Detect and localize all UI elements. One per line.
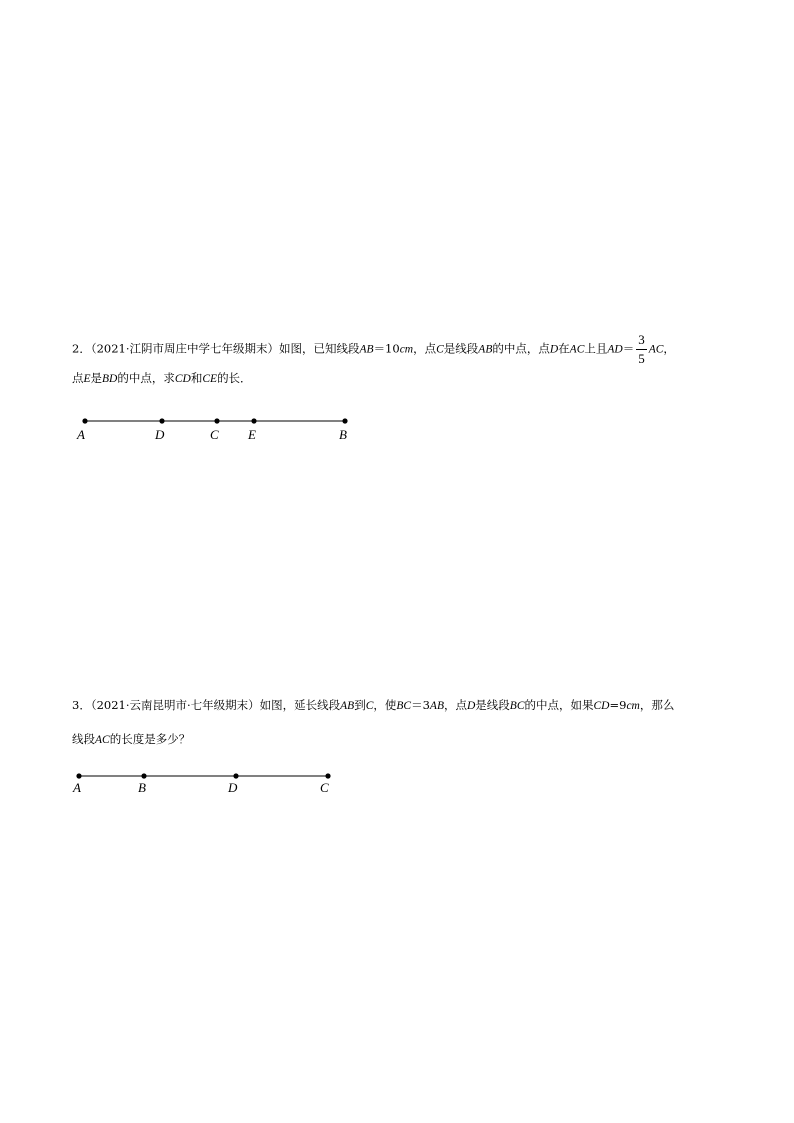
point-b bbox=[141, 773, 146, 778]
problem2-text: ， bbox=[663, 341, 675, 356]
problem2-number: 2． bbox=[72, 341, 91, 356]
label-a: A bbox=[77, 427, 85, 442]
problem3-text: 的长度是多少？ bbox=[109, 732, 191, 746]
math-var: BC bbox=[509, 700, 525, 712]
problem2-text: 的中点，点 bbox=[492, 341, 550, 356]
problem2-text: 和 bbox=[190, 371, 203, 385]
problem3-line2 bbox=[72, 731, 190, 748]
label-b: B bbox=[339, 427, 347, 442]
point-a bbox=[76, 773, 81, 778]
point-e bbox=[251, 418, 256, 423]
problem2-text: 如图，已知线段 bbox=[279, 341, 360, 356]
problem3-source: （2021·云南昆明市·七年级期末） bbox=[90, 698, 260, 712]
math-var: AD bbox=[607, 343, 623, 356]
point-c bbox=[325, 773, 330, 778]
label-d: D bbox=[228, 780, 238, 795]
problem3-text: ，使 bbox=[373, 698, 397, 712]
math-var: E bbox=[83, 373, 91, 385]
math-var: AB bbox=[340, 700, 355, 712]
point-c bbox=[214, 418, 219, 423]
math-eq: ＝ bbox=[622, 341, 635, 356]
math-var: AB bbox=[359, 343, 374, 356]
math-var: C bbox=[365, 700, 374, 712]
problem3-text: 到 bbox=[354, 698, 366, 712]
problem2-text: 上且 bbox=[584, 341, 608, 356]
math-var: D bbox=[549, 343, 559, 356]
problem3-text: 是线段 bbox=[475, 698, 510, 712]
label-d: D bbox=[155, 427, 165, 442]
label-e: E bbox=[248, 427, 256, 442]
math-var: AC bbox=[569, 343, 585, 356]
label-a: A bbox=[73, 780, 81, 795]
math-var: AC bbox=[95, 734, 110, 746]
math-eq: =9 bbox=[609, 698, 627, 712]
problem3-line1 bbox=[72, 697, 674, 714]
math-var: CD bbox=[593, 700, 610, 712]
problem3-text: 的中点，如果 bbox=[524, 698, 594, 712]
label-c: C bbox=[320, 780, 329, 795]
problem3-figure bbox=[72, 773, 331, 795]
math-unit: cm bbox=[626, 700, 640, 712]
problem2-text: ，点 bbox=[413, 341, 437, 356]
math-unit: cm bbox=[399, 343, 414, 356]
math-var: AB bbox=[429, 700, 444, 712]
problem2-text: 的中点，求 bbox=[117, 371, 175, 385]
math-var: AC bbox=[648, 343, 664, 356]
problem2-text: 是 bbox=[90, 371, 103, 385]
problem2-text: 点 bbox=[72, 371, 84, 385]
problem2-figure bbox=[76, 418, 348, 442]
problem3-text: 线段 bbox=[72, 732, 95, 746]
point-d bbox=[159, 418, 164, 423]
problem3-text: ，点 bbox=[443, 698, 467, 712]
math-var: CD bbox=[174, 373, 191, 385]
math-var: BD bbox=[102, 373, 118, 385]
label-b: B bbox=[138, 780, 146, 795]
label-c: C bbox=[210, 427, 219, 442]
problem2-text: 在 bbox=[558, 341, 570, 356]
point-a bbox=[82, 418, 87, 423]
fraction-denominator: 5 bbox=[638, 351, 645, 366]
math-var: BC bbox=[396, 700, 412, 712]
problem2-source: （2021·江阴市周庄中学七年级期末） bbox=[90, 341, 279, 356]
point-d bbox=[233, 773, 238, 778]
problem3-number: 3． bbox=[72, 698, 91, 712]
math-eq: ＝3 bbox=[411, 698, 430, 712]
fraction-numerator: 3 bbox=[638, 332, 645, 347]
math-var: C bbox=[436, 343, 444, 356]
problem3-text: ，那么 bbox=[639, 698, 675, 712]
math-var: D bbox=[466, 700, 476, 712]
math-eq: ＝10 bbox=[373, 341, 400, 356]
problem2-text: 是线段 bbox=[443, 341, 479, 356]
problem2-text: 的长． bbox=[217, 371, 252, 385]
problem3-text: 如图，延长线段 bbox=[259, 698, 341, 712]
math-var: CE bbox=[202, 373, 218, 385]
point-b bbox=[342, 418, 347, 423]
math-var: AB bbox=[478, 343, 493, 356]
